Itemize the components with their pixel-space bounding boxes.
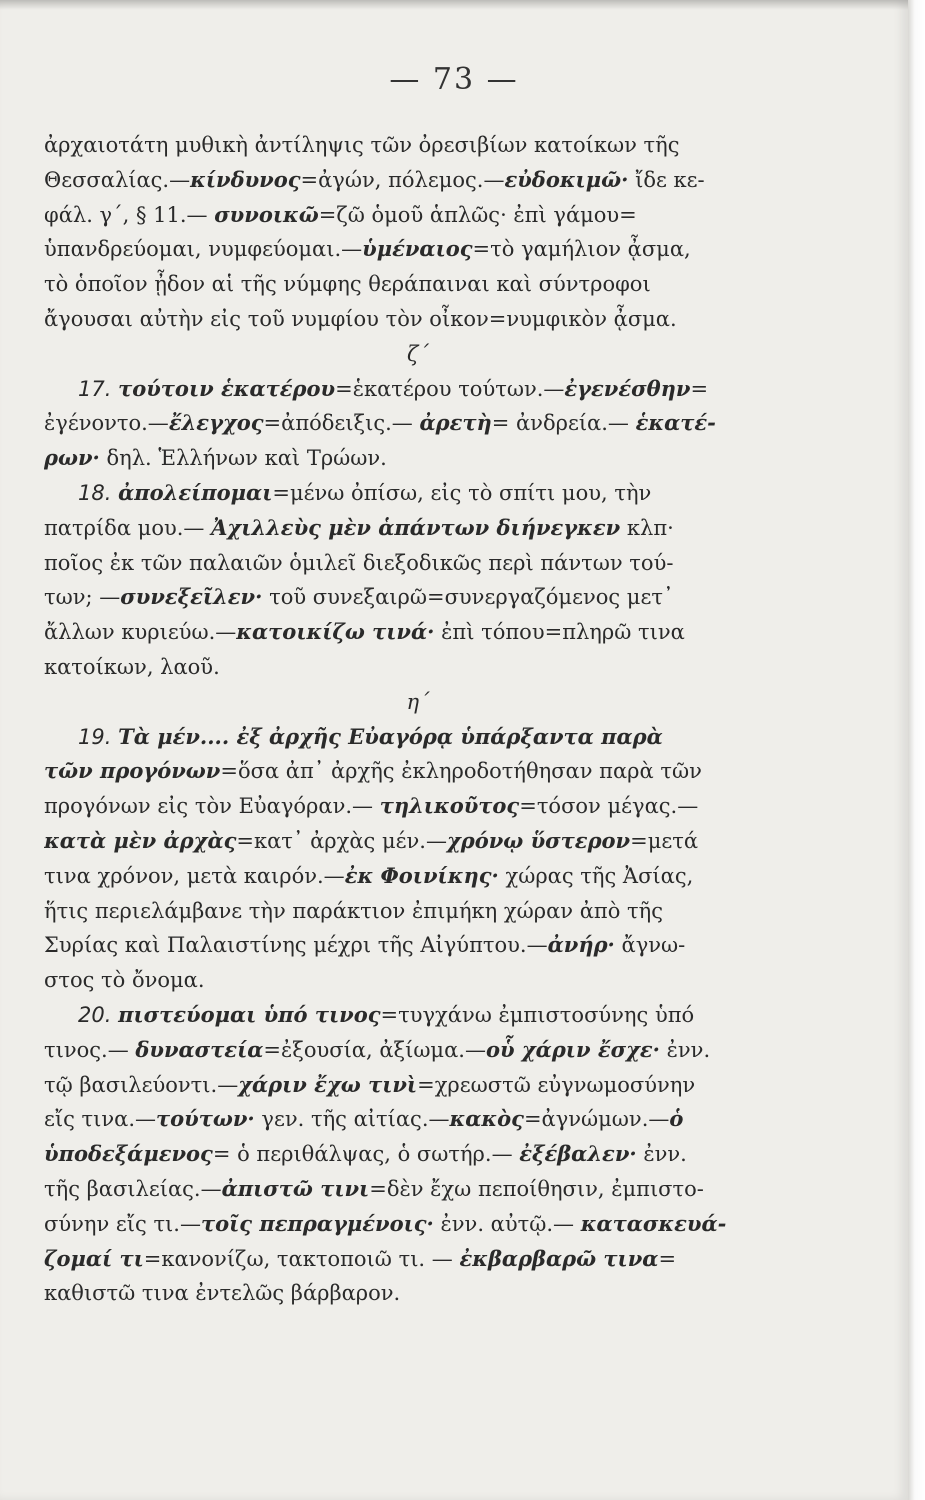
bold-term: Ἀχιλλεὺς μὲν ἁπάντων διήνεγκεν (211, 514, 621, 540)
text-span: τοῦ συνεξαιρῶ=συνεργαζόμενος μετ᾽ (262, 585, 674, 610)
text-span: πατρίδα μου.— (44, 515, 212, 540)
text-span: τινος.— (44, 1037, 136, 1062)
bold-term: τῶν προγόνων (44, 758, 221, 784)
text-span: ἐπὶ τόπου=πληρῶ τινα (434, 620, 685, 645)
bold-term: πιστεύομαι ὑπό τινος (118, 1001, 381, 1027)
text-line (44, 511, 792, 546)
page-number: — 73 — (389, 62, 519, 97)
text-line (44, 406, 792, 441)
bold-term: ὑμέναιος (362, 236, 473, 262)
text-line (44, 789, 792, 824)
bold-term: ἐξέβαλεν· (519, 1141, 637, 1167)
paragraph-number: 18. (78, 480, 112, 505)
text-span: = (658, 1246, 677, 1271)
text-span: των; — (44, 585, 121, 610)
text-line (44, 1137, 792, 1172)
text-line (44, 963, 792, 998)
text-span: =ἐξουσία, ἀξίωμα.— (263, 1037, 486, 1062)
text-span: ἐνν. (636, 1142, 687, 1167)
text-span: τῆς βασιλείας.— (44, 1176, 222, 1201)
bold-term: ἑκατέ- (635, 410, 716, 436)
text-line (44, 1033, 792, 1068)
text-span: =κατ᾽ ἀρχὰς μέν.— (236, 828, 447, 853)
text-line (44, 232, 792, 267)
text-span: ἐνν. (659, 1037, 711, 1062)
text-span: ἐνν. αὐτῷ.— (433, 1211, 581, 1236)
text-span: στος τὸ ὄνομα. (44, 968, 205, 993)
text-line (44, 859, 792, 894)
paragraph-number: 19. (78, 724, 112, 749)
text-span: εἴς τινα.— (44, 1107, 157, 1132)
text-line (44, 580, 792, 615)
bold-term: ἀρετὴ (419, 410, 492, 436)
text-span: τῷ βασιλεύοντι.— (44, 1072, 239, 1097)
text-span: =χρεωστῶ εὐγνωμοσύνην (417, 1072, 696, 1097)
text-line (44, 615, 792, 650)
bold-term: ρων· (44, 445, 100, 471)
bold-term: κατασκευά- (580, 1210, 727, 1236)
text-span: ἀρχαιοτάτη μυθικὴ ἀντίληψις τῶν ὀρεσιβίων κατοίκων τῆς (44, 133, 680, 157)
text-span: ἐγένοντο.— (44, 411, 169, 436)
bold-term: τηλικοῦτος (379, 793, 520, 819)
text-line (44, 1068, 792, 1103)
text-span: =τὸ γαμήλιον ᾆσμα, (472, 237, 691, 262)
text-span: ἄγουσαι αὐτὴν εἰς τοῦ νυμφίου τὸν οἶκον=νυμφικὸν ᾆσμα. (44, 306, 677, 331)
bold-term: ἀπιστῶ τινι (221, 1175, 370, 1201)
text-span: η΄ (406, 689, 430, 714)
bold-term: ἐκβαρβαρῶ τινα (459, 1245, 659, 1271)
bold-term: τούτοιν ἑκατέρου (118, 375, 336, 401)
text-span: προγόνων εἰς τὸν Εὐαγόραν.— (44, 794, 380, 819)
text-line (44, 1207, 792, 1242)
bold-term: Τὰ μέν.... ἐξ ἀρχῆς Εὐαγόρᾳ ὑπάρξαντα παρὰ (118, 723, 663, 749)
bold-term: χρόνῳ ὕστερον (446, 827, 631, 853)
text-line (44, 824, 792, 859)
text-span: Θεσσαλίας.— (44, 167, 191, 192)
text-span: χώρας τῆς Ἀσίας, (498, 863, 694, 888)
text-line (44, 302, 792, 337)
bold-term: κακὸς (449, 1106, 524, 1132)
text-span: ζ΄ (407, 341, 429, 366)
text-span: =ἀγών, πόλεμος.— (300, 167, 505, 192)
text-span: = ὁ περιθάλψας, ὁ σωτήρ.— (212, 1142, 520, 1167)
text-span: =ἀγνώμων.— (523, 1107, 670, 1132)
bold-term: δυναστεία (135, 1036, 264, 1062)
text-span: =κανονίζω, τακτοποιῶ τι. — (143, 1246, 460, 1271)
text-span: = (690, 376, 709, 401)
text-line (44, 894, 792, 929)
text-line (44, 998, 792, 1033)
bold-term: εὐδοκιμῶ· (504, 166, 629, 192)
page-edge (908, 0, 925, 1500)
bold-term: ἐκ Φοινίκης· (344, 862, 499, 888)
text-line (44, 1172, 792, 1207)
text-span: τινα χρόνον, μετὰ καιρόν.— (44, 863, 345, 888)
bold-term: ἔλεγχος (168, 410, 264, 436)
bold-term: συνεξεῖλεν· (120, 584, 263, 610)
text-span: φάλ. γ΄, § 11.— (44, 202, 215, 227)
paragraph-number: 17. (78, 376, 112, 401)
paragraph-number: 20. (78, 1002, 112, 1027)
text-line (44, 685, 792, 720)
text-span: ἴδε κε- (628, 167, 705, 192)
page-text (44, 128, 792, 1311)
text-line (44, 372, 792, 407)
bold-term: κίνδυνος (190, 166, 301, 192)
bold-term: ἐγενέσθην (564, 375, 691, 401)
text-span: = ἀνδρεία.— (491, 411, 636, 436)
text-span: =ἀπόδειξις.— (263, 411, 420, 436)
text-span: κατοίκων, λαοῦ. (44, 654, 220, 679)
bold-term: συνοικῶ (214, 201, 319, 227)
text-line (44, 128, 792, 163)
text-line (44, 928, 792, 963)
text-line (44, 1102, 792, 1137)
text-span: ὑπανδρεύομαι, νυμφεύομαι.— (44, 237, 363, 262)
bold-term: κατὰ μὲν ἀρχὰς (44, 827, 237, 853)
bold-term: ἀπολείπομαι (118, 479, 273, 505)
text-span: =μετά (630, 828, 699, 853)
bold-term: ὑποδεξάμενος (44, 1141, 213, 1167)
text-line (44, 163, 792, 198)
text-span: κλπ· (620, 515, 674, 540)
text-span: δηλ. Ἑλλήνων καὶ Τρώων. (99, 446, 387, 471)
bold-term: τοῖς πεπραγμένοις· (200, 1210, 434, 1236)
text-span: γεν. τῆς αἰτίας.— (254, 1107, 450, 1132)
text-span: σύνην εἴς τι.— (44, 1211, 201, 1236)
text-line (44, 198, 792, 233)
text-span: =ὅσα ἀπ᾽ ἀρχῆς ἐκληροδοτήθησαν παρὰ τῶν (220, 759, 702, 784)
text-span: =τυγχάνω ἐμπιστοσύνης ὑπό (380, 1002, 695, 1027)
text-line (44, 267, 792, 302)
scan-shadow (0, 0, 908, 10)
text-span: τὸ ὁποῖον ᾖδον αἱ τῆς νύμφης θεράπαιναι καὶ σύντροφοι (44, 272, 651, 297)
text-line (44, 546, 792, 581)
text-span: =ἑκατέρου τούτων.— (335, 376, 565, 401)
text-line (44, 441, 792, 476)
bold-term: τούτων· (156, 1106, 255, 1132)
bold-term: ὁ (669, 1106, 684, 1132)
bold-term: κατοικίζω τινά· (236, 619, 435, 645)
text-span: =δὲν ἔχω πεποίθησιν, ἐμπιστο- (369, 1176, 704, 1201)
bold-term: οὗ χάριν ἔσχε· (485, 1036, 660, 1062)
text-span: =μένω ὀπίσω, εἰς τὸ σπίτι μου, τὴν (272, 480, 652, 505)
text-span: ἄγνω- (614, 933, 686, 958)
text-line (44, 1276, 792, 1311)
text-span: Συρίας καὶ Παλαιστίνης μέχρι τῆς Αἰγύπτου.— (44, 933, 548, 958)
text-line (44, 650, 792, 685)
text-span: καθιστῶ τινα ἐντελῶς βάρβαρον. (44, 1281, 401, 1306)
text-line (44, 1242, 792, 1277)
text-line (44, 337, 792, 372)
text-line (44, 720, 792, 755)
bold-term: ζομαί τι (44, 1245, 144, 1271)
text-span: ἄλλων κυριεύω.— (44, 620, 237, 645)
text-span: =τόσον μέγας.— (519, 794, 699, 819)
bold-term: ἀνήρ· (547, 932, 615, 958)
text-span: ἥτις περιελάμβανε τὴν παράκτιον ἐπιμήκη χώραν ἀπὸ τῆς (44, 898, 663, 923)
text-line (44, 476, 792, 511)
text-span: ποῖος ἐκ τῶν παλαιῶν ὁμιλεῖ διεξοδικῶς περὶ πάντων τού- (44, 550, 674, 575)
text-line (44, 754, 792, 789)
text-span: =ζῶ ὁμοῦ ἁπλῶς· ἐπὶ γάμου= (318, 202, 637, 227)
bold-term: χάριν ἔχω τινὶ (238, 1071, 418, 1097)
